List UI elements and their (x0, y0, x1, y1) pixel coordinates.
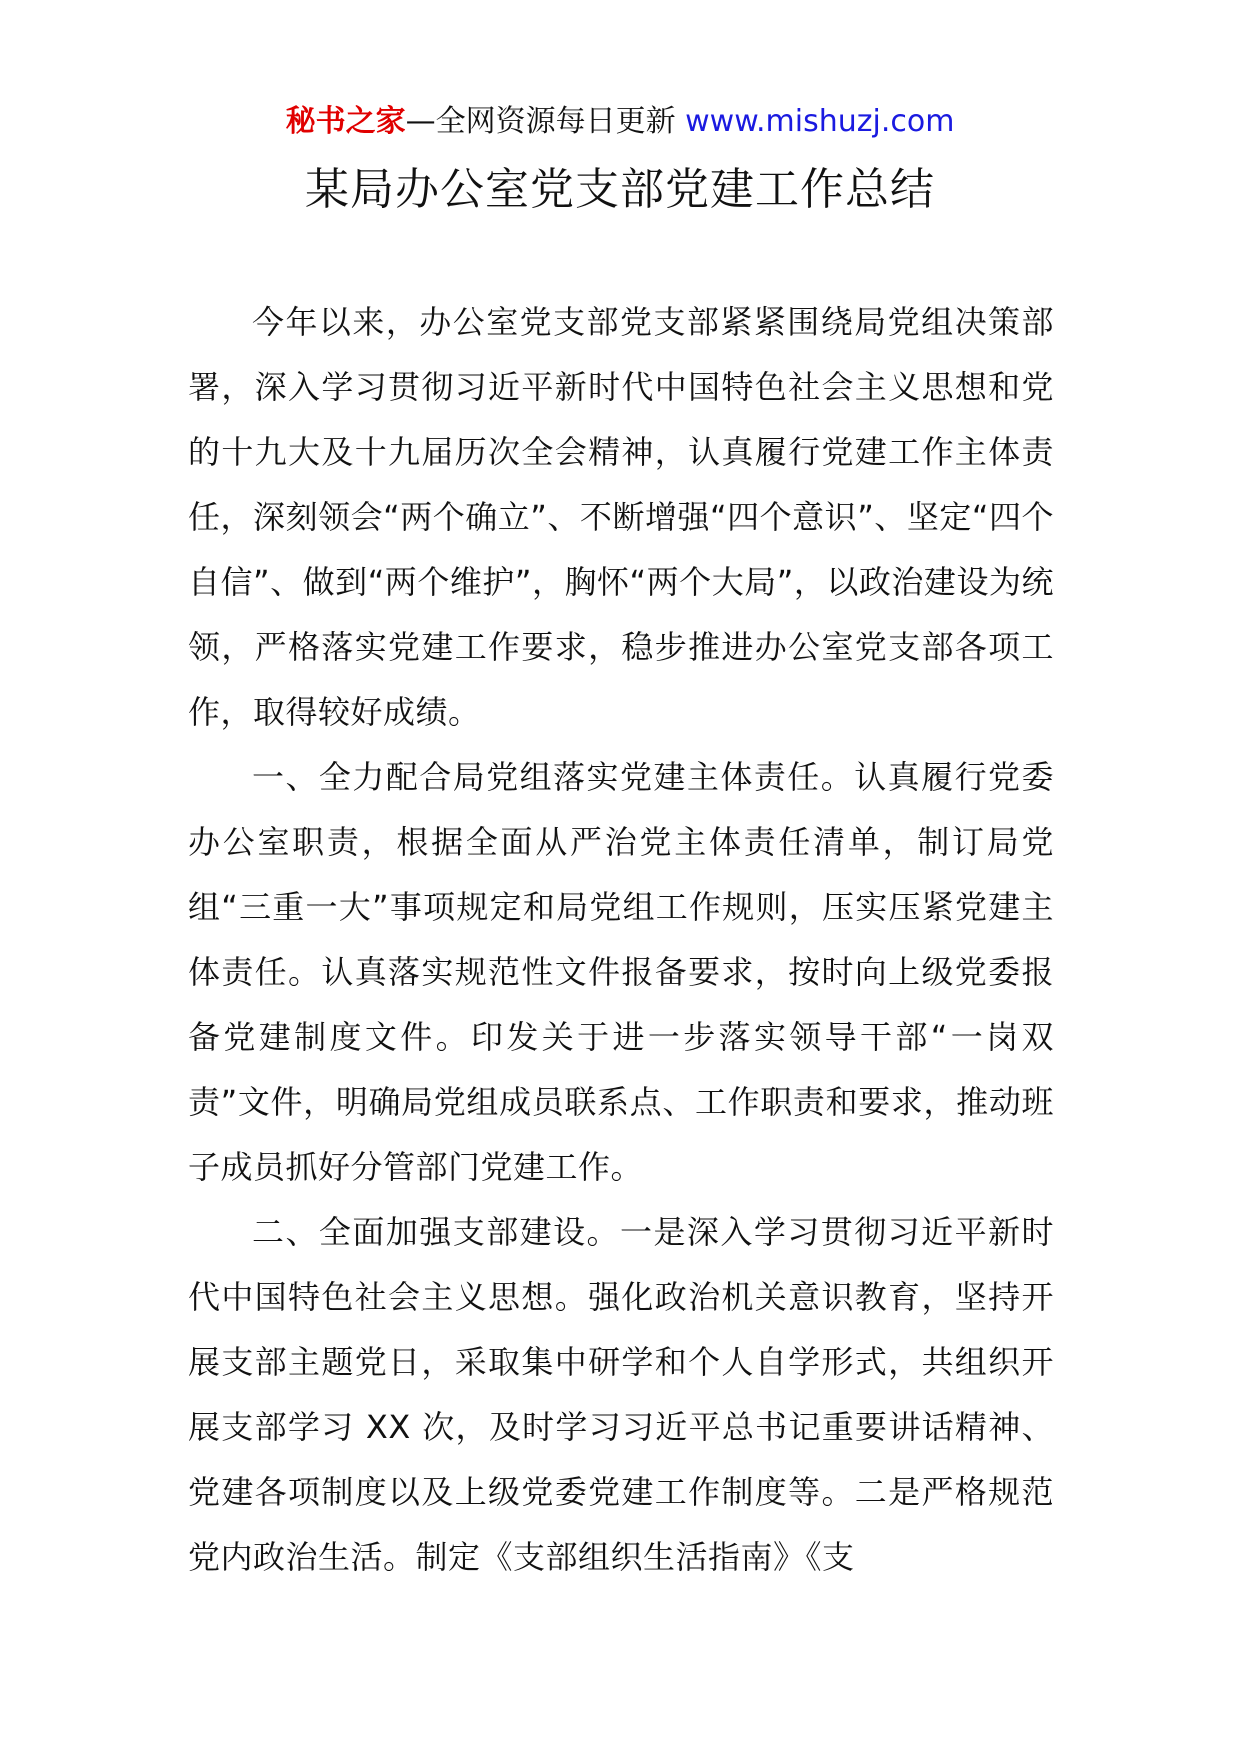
site-slogan: —全网资源每日更新 (405, 104, 686, 139)
paragraph-section-two: 二、全面加强支部建设。一是深入学习贯彻习近平新时代中国特色社会主义思想。强化政治机关意识教育，坚持开展支部主题党日，采取集中研学和个人自学形式，共组织开展支部学习 XX 次，及时学习习近平总书记重要讲话精神、党建各项制度以及上级党委党建工作制度等。二是严格规范党内政治生活。制定《支部组织生活指南》《支 (188, 1213, 1054, 1576)
paragraph-section-one: 一、全力配合局党组落实党建主体责任。认真履行党委办公室职责，根据全面从严治党主体责任清单，制订局党组“三重一大”事项规定和局党组工作规则，压实压紧党建主体责任。认真落实规范性文件报备要求，按时向上级党委报备党建制度文件。印发关于进一步落实领导干部“一岗双责”文件，明确局党组成员联系点、工作职责和要求，推动班子成员抓好分管部门党建工作。 (188, 758, 1054, 1186)
paragraph-intro: 今年以来，办公室党支部党支部紧紧围绕局党组决策部署，深入学习贯彻习近平新时代中国特色社会主义思想和党的十九大及十九届历次全会精神，认真履行党建工作主体责任，深刻领会“两个确立”、不断增强“四个意识”、坚定“四个自信”、做到“两个维护”，胸怀“两个大局”，以政治建设为统领，严格落实党建工作要求，稳步推进办公室党支部各项工作，取得较好成绩。 (188, 303, 1054, 731)
site-brand: 秘书之家 (285, 104, 406, 139)
site-url-link[interactable]: www.mishuzj.com (685, 104, 955, 139)
document-title: 某局办公室党支部党建工作总结 (305, 164, 935, 215)
site-header (0, 100, 1240, 144)
document-body (188, 290, 1054, 1590)
